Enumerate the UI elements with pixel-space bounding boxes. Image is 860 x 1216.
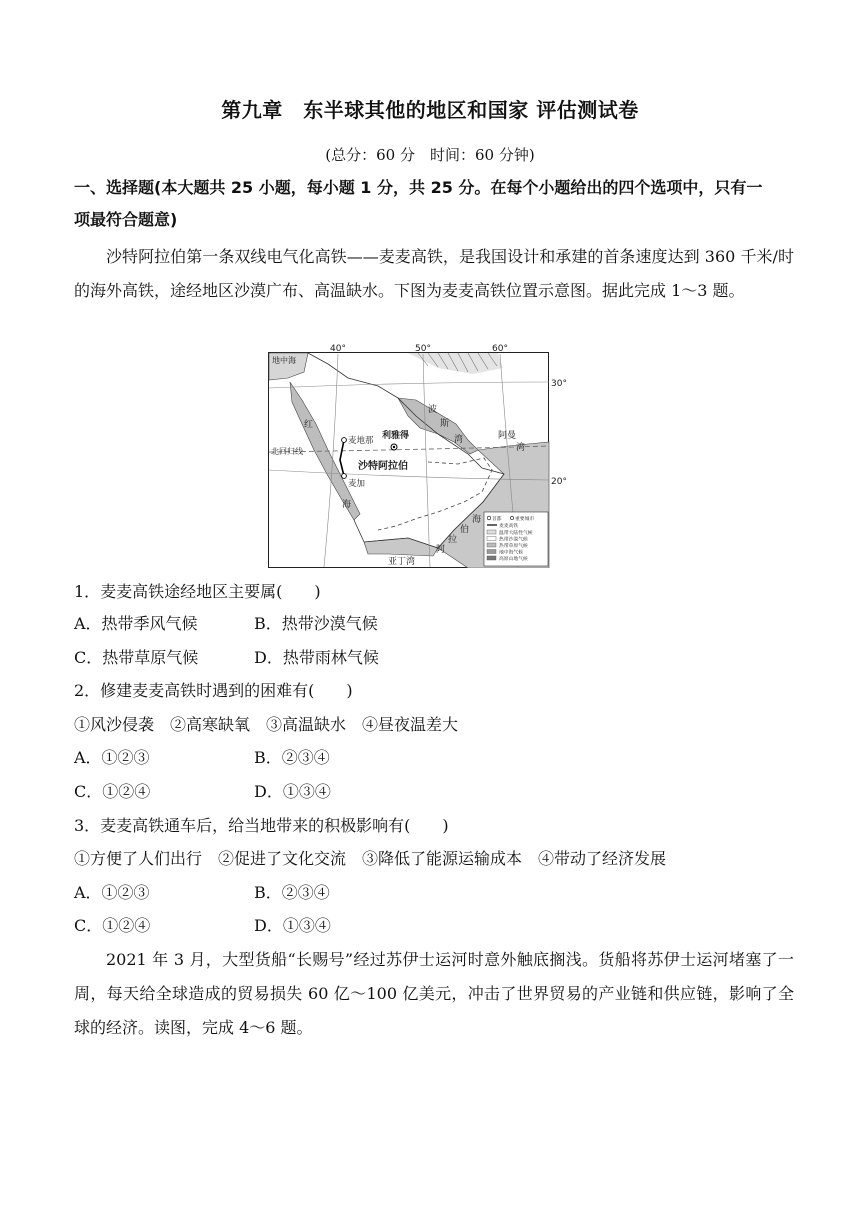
question-2-option-a: A．①②③ xyxy=(74,748,150,767)
question-1-stem: 1．麦麦高铁途经地区主要属( ) xyxy=(74,582,321,601)
lon-label-40: 40° xyxy=(330,344,346,354)
lat-label-20: 20° xyxy=(551,477,567,487)
question-3-stem: 3．麦麦高铁通车后，给当地带来的积极影响有( ) xyxy=(74,816,449,835)
question-2-option-c: C．①②④ xyxy=(74,782,151,801)
document-title: 第九章 东半球其他的地区和国家 评估测试卷 xyxy=(221,98,639,122)
legend-climate-1: 温带大陆性气候 xyxy=(499,531,533,536)
legend-swatch-4 xyxy=(487,550,496,554)
lat-label-30: 30° xyxy=(551,379,567,389)
red-sea-label-1: 红 xyxy=(304,420,314,430)
red-sea-label-2: 海 xyxy=(342,500,352,510)
mecca-marker xyxy=(342,474,347,479)
legend-climate-5: 高原山地气候 xyxy=(499,557,528,562)
passage-2: 2021 年 3 月，大型货船“长赐号”经过苏伊士运河时意外触底搁浅。货船将苏伊士运河堵塞了一周，每天给全球造成的贸易损失 60 亿～100 亿美元，冲击了世界贸易的产业链和供应链，影响了全球的经济。读图，完成 4～6 题。 xyxy=(74,950,794,1037)
legend-swatch-5 xyxy=(487,556,496,560)
question-2-stem: 2．修建麦麦高铁时遇到的困难有( ) xyxy=(74,681,353,700)
legend-capital-icon xyxy=(487,516,491,520)
legend-railway: 麦麦高铁 xyxy=(499,524,519,529)
tropic-label: 北回归线 xyxy=(271,447,303,456)
medina-label: 麦地那 xyxy=(348,436,374,446)
section-heading-line2: 项最符合题意) xyxy=(74,210,178,229)
legend-swatch-3 xyxy=(487,543,496,547)
question-3-option-d: D．①③④ xyxy=(254,916,331,935)
map-legend xyxy=(484,512,548,566)
question-1-option-b: B．热带沙漠气候 xyxy=(254,614,378,633)
legend-climate-2: 热带沙漠气候 xyxy=(499,537,528,543)
legend-climate-3: 热带草原气候 xyxy=(499,544,528,549)
aden-label: 亚丁湾 xyxy=(388,557,416,567)
section-heading xyxy=(74,172,794,236)
question-2-option-b: B．②③④ xyxy=(254,748,330,767)
medina-marker xyxy=(342,438,347,443)
riyadh-marker-dot xyxy=(393,446,395,448)
persian-gulf-label-3: 湾 xyxy=(454,435,464,445)
question-3-option-c: C．①②④ xyxy=(74,916,151,935)
question-3-option-b: B．②③④ xyxy=(254,883,330,902)
legend-swatch-1 xyxy=(487,530,496,534)
oman-gulf-label-1: 阿曼 xyxy=(498,431,517,441)
exam-info: (总分：60 分 时间：60 分钟) xyxy=(325,146,535,164)
question-3-choices: ①方便了人们出行 ②促进了文化交流 ③降低了能源运输成本 ④带动了经济发展 xyxy=(74,849,667,868)
legend-capital: 首都 xyxy=(492,517,502,522)
saudi-label: 沙特阿拉伯 xyxy=(358,461,408,472)
legend-city: 重要城市 xyxy=(515,517,535,522)
persian-gulf-label-1: 波 xyxy=(428,405,438,415)
question-3-option-a: A．①②③ xyxy=(74,883,150,902)
question-2-choices: ①风沙侵袭 ②高寒缺氧 ③高温缺水 ④昼夜温差大 xyxy=(74,715,459,734)
arabian-sea-label-4: 海 xyxy=(472,515,482,525)
legend-city-icon xyxy=(510,516,513,519)
railway-location-map xyxy=(268,342,568,568)
question-1-option-c: C．热带草原气候 xyxy=(74,648,199,667)
arabian-sea-label-1: 阿 xyxy=(436,545,446,555)
mecca-label: 麦加 xyxy=(348,479,366,489)
legend-climate-4: 地中海气候 xyxy=(499,550,523,556)
riyadh-label: 利雅得 xyxy=(382,431,410,441)
oman-gulf-label-2: 湾 xyxy=(516,443,526,453)
question-2-option-d: D．①③④ xyxy=(254,782,331,801)
question-1-option-d: D．热带雨林气候 xyxy=(254,648,379,667)
question-1-option-a: A．热带季风气候 xyxy=(74,614,198,633)
arabian-sea-label-2: 拉 xyxy=(448,535,458,545)
legend-swatch-2 xyxy=(487,537,496,541)
arabian-sea-label-3: 伯 xyxy=(460,525,470,535)
section-heading-line1: 一、选择题(本大题共 25 小题，每小题 1 分，共 25 分。在每个小题给出的四个选项中，只有一 xyxy=(74,178,763,197)
persian-gulf-label-2: 斯 xyxy=(440,419,450,429)
passage-1: 沙特阿拉伯第一条双线电气化高铁——麦麦高铁，是我国设计和承建的首条速度达到 360 千米/时的海外高铁，途经地区沙漠广布、高温缺水。下图为麦麦高铁位置示意图。据此完成 1～3 题。 xyxy=(74,247,794,300)
lon-label-60: 60° xyxy=(492,344,508,354)
mediterranean-label: 地中海 xyxy=(272,356,296,365)
lon-label-50: 50° xyxy=(415,344,431,354)
